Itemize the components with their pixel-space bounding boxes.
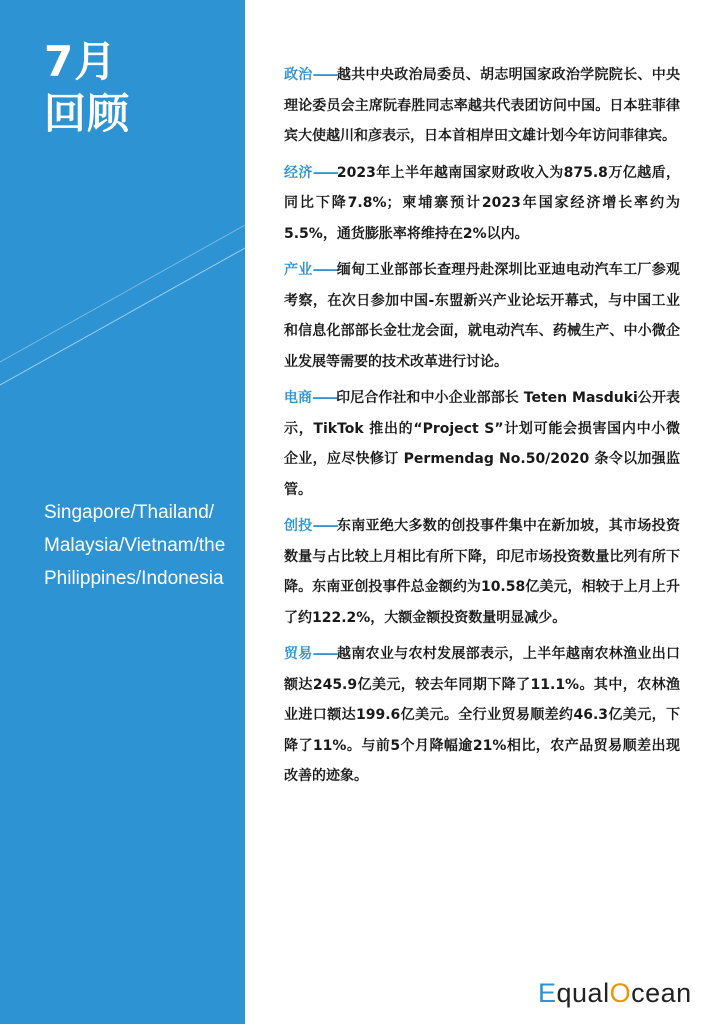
sidebar-panel (0, 0, 245, 1024)
section-dash: —— (312, 262, 337, 278)
section-label: 电商 (284, 390, 313, 406)
section-industry (284, 255, 680, 377)
section-ecommerce (284, 383, 680, 505)
section-label: 政治 (284, 67, 313, 83)
title-line-review: 回顾 (44, 89, 131, 138)
section-dash: —— (312, 67, 337, 83)
section-politics (284, 60, 680, 152)
section-text: 越南农业与农村发展部表示，上半年越南农林渔业出口额达245.9亿美元，较去年同期下降了11.1%。其中，农林渔业进口额达199.6亿美元。全行业贸易顺差约46.3亿美元，下降了11%。与前5个月降幅逾21%相比，农产品贸易顺差出现改善的迹象。 (284, 646, 681, 784)
section-text: 印尼合作社和中小企业部部长 Teten Masduki公开表示，TikTok 推出的“Project S”计划可能会损害国内中小微企业，应尽快修订 Permendag No.50/2020 条令以加强监管。 (284, 390, 680, 498)
page-title (44, 36, 130, 140)
logo-o: O (609, 978, 632, 1008)
section-label: 创投 (284, 518, 313, 534)
section-economy (284, 158, 680, 250)
section-trade (284, 639, 680, 792)
section-label: 产业 (284, 262, 313, 278)
title-line-month: 7月 (44, 37, 118, 86)
section-text: 缅甸工业部部长查理丹赴深圳比亚迪电动汽车工厂参观考察，在次日参加中国-东盟新兴产业论坛开幕式，与中国工业和信息化部部长金壮龙会面，就电动汽车、药械生产、中小微企业发展等需要的技术改革进行讨论。 (284, 262, 681, 370)
logo-cean: cean (631, 978, 692, 1008)
section-dash: —— (312, 646, 337, 662)
section-text: 2023年上半年越南国家财政收入为875.8万亿越盾，同比下降7.8%；柬埔寨预计2023年国家经济增长率约为5.5%，通货膨胀率将维持在2%以内。 (284, 164, 681, 242)
section-text: 越共中央政治局委员、胡志明国家政治学院院长、中央理论委员会主席阮春胜同志率越共代表团访问中国。日本驻菲律宾大使越川和彦表示，日本首相岸田文雄计划今年访问菲律宾。 (284, 67, 681, 144)
logo-e: E (538, 978, 557, 1008)
section-dash: —— (312, 518, 337, 534)
section-dash: —— (312, 164, 337, 181)
section-dash: —— (312, 390, 337, 406)
section-label: 贸易 (284, 646, 313, 662)
logo-qual: qual (556, 978, 610, 1008)
section-venture (284, 511, 680, 633)
equalocean-logo (538, 978, 692, 1009)
section-text: 东南亚绝大多数的创投事件集中在新加坡，其市场投资数量与占比较上月相比有所下降，印尼市场投资数量比列有所下降。东南亚创投事件总金额约为10.58亿美元，相较于上月上升了约122.2%，大额金额投资数量明显减少。 (284, 518, 681, 626)
section-label: 经济 (284, 164, 313, 181)
country-list: Singapore/Thailand/Malaysia/Vietnam/the Philippines/Indonesia (44, 502, 226, 589)
review-content (284, 60, 680, 798)
